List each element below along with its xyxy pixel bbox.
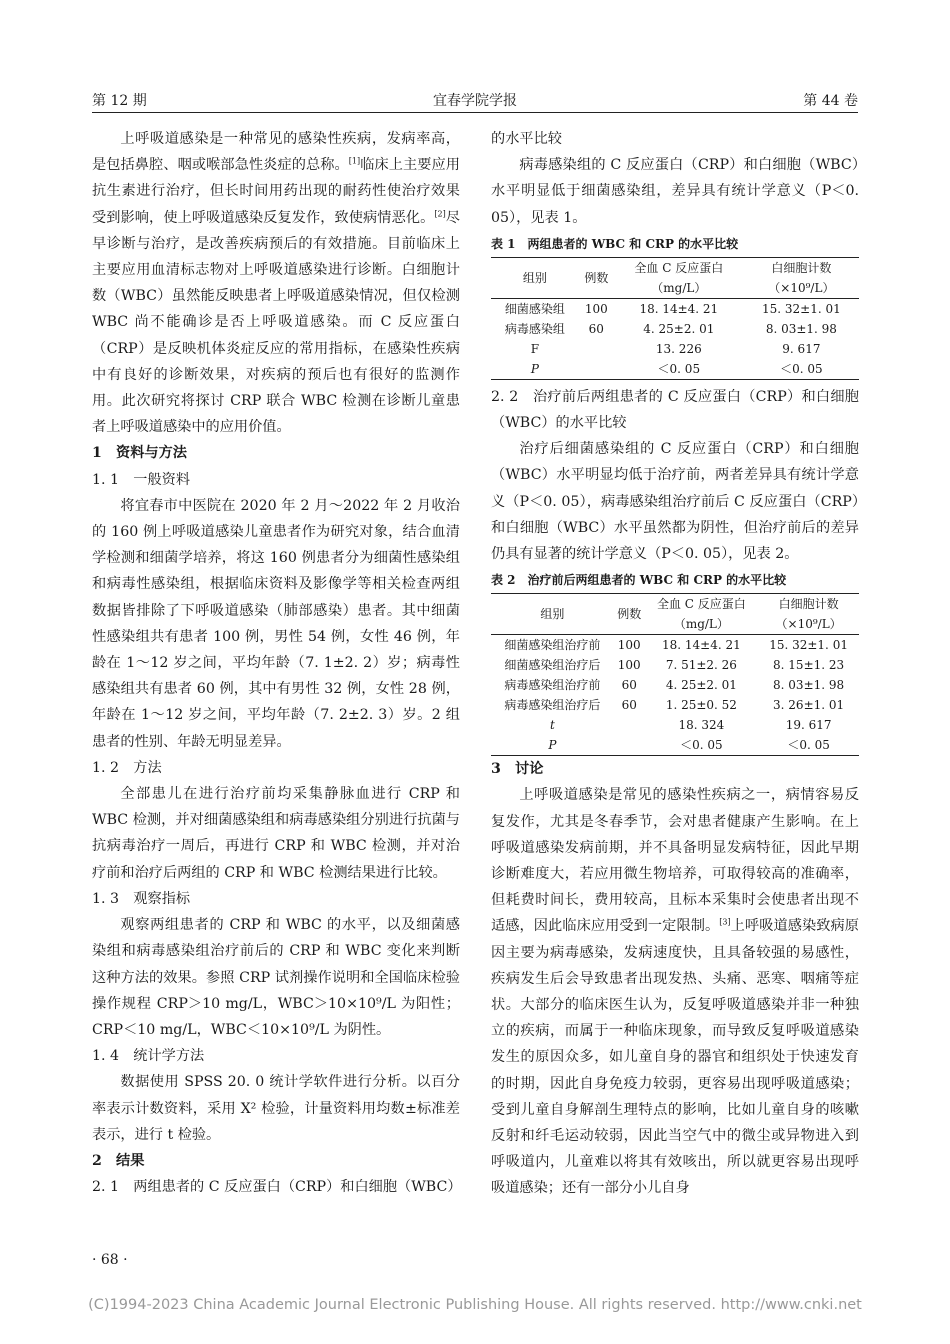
section-heading-1-1: 1. 1 一般资料	[92, 471, 191, 488]
section-heading-2-1-continued: 的水平比较	[491, 131, 562, 147]
journal-name: 宜春学院学报	[433, 93, 517, 109]
copyright-footer: (C)1994-2023 China Academic Journal Electronic Publishing House. All rights reserved. http://www.cnki.net	[88, 1297, 862, 1313]
table-2-header-wbc: 白细胞计数	[778, 597, 839, 612]
paragraph-methods: 全部患儿在进行治疗前均采集静脉血进行 CRP 和 WBC 检测，并对细菌感染组和病毒感染组分别进行抗菌与抗病毒治疗一周后，再进行 CRP 和 WBC 检测，并对治疗前和治疗后两组的 CRP 和 WBC 检测结果进行比较。	[92, 786, 460, 881]
table-row: 病毒感染组治疗后 60 1. 25±0. 52 3. 26±1. 01	[504, 698, 845, 713]
table-row: P ＜0. 05 ＜0. 05	[530, 361, 823, 376]
table-1-header-crp: 全血 C 反应蛋白	[634, 260, 724, 275]
citation-2[interactable]: [2]	[434, 208, 446, 218]
table-2-header-crp-unit: （mg/L）	[645, 614, 759, 635]
table-1	[491, 257, 859, 380]
table-2-header-group: 组别	[491, 594, 614, 635]
paragraph-indicators: 观察两组患者的 CRP 和 WBC 的水平，以及细菌感染组和病毒感染组治疗前后的 CRP 和 WBC 变化来判断这种方法的效果。参照 CRP 试剂操作说明和全国临床检验操作规程 CRP＞10 mg/L，WBC＞10×10⁹/L 为阳性；CRP＜10 mg/L，WBC＜10×10⁹/L 为阴性。	[92, 917, 460, 1038]
table-row: 细菌感染组治疗后 100 7. 51±2. 26 8. 15±1. 23	[504, 658, 845, 673]
paragraph-general-data: 将宜春市中医院在 2020 年 2 月～2022 年 2 月收治的 160 例上呼吸道感染儿童患者作为研究对象，结合血清学检测和细菌学培养，将这 160 例患者分为细菌性感染组和病毒性感染组，根据临床资料及影像学等相关检查两组数据皆排除了下呼吸道感染（肺部感染）患者。其中细菌性感染组共有患者 100 例，男性 54 例，女性 46 例，年龄在 1～12 岁之间，平均年龄（7. 1±2. 2）岁；病毒性感染组共有患者 60 例，其中有男性 32 例，女性 28 例，年龄在 1～12 岁之间，平均年龄（7. 2±2. 3）岁。2 组患者的性别、年龄无明显差异。	[92, 497, 460, 750]
left-column	[92, 126, 460, 1200]
table-row: 细菌感染组治疗前 100 18. 14±4. 21 15. 32±1. 01	[504, 638, 848, 653]
table-1-header-n: 例数	[579, 257, 614, 298]
table-2-caption: 表 2 治疗前后两组患者的 WBC 和 CRP 的水平比较	[491, 573, 787, 588]
section-heading-1-2: 1. 2 方法	[92, 759, 162, 776]
table-row: 病毒感染组治疗前 60 4. 25±2. 01 8. 03±1. 98	[504, 678, 845, 693]
table-2-header-wbc-unit: （×10⁹/L）	[758, 614, 859, 635]
section-heading-1-3: 1. 3 观察指标	[92, 890, 191, 907]
table-2	[491, 593, 859, 756]
page-number: · 68 ·	[92, 1252, 128, 1268]
table-2-header-crp: 全血 C 反应蛋白	[656, 597, 746, 612]
section-heading-2-2: 2. 2 治疗前后两组患者的 C 反应蛋白（CRP）和白细胞（WBC）的水平比较	[491, 388, 859, 432]
section-heading-2-1: 2. 1 两组患者的 C 反应蛋白（CRP）和白细胞（WBC）	[92, 1179, 462, 1196]
table-row: t 18. 324 19. 617	[550, 718, 832, 733]
section-heading-3: 3 讨论	[491, 761, 544, 778]
citation-1[interactable]: [1]	[348, 156, 361, 166]
issue-number: 第 12 期	[92, 93, 147, 109]
section-heading-1: 1 资料与方法	[92, 445, 187, 462]
running-header	[92, 88, 858, 113]
table-1-header-group: 组别	[491, 257, 579, 298]
paragraph-statistics: 数据使用 SPSS 20. 0 统计学软件进行分析。以百分率表示计数资料，采用 X² 检验，计量资料用均数±标准差表示，进行 t 检验。	[92, 1074, 460, 1143]
table-row: P ＜0. 05 ＜0. 05	[548, 738, 830, 753]
table-row: F 13. 226 9. 617	[530, 341, 821, 356]
table-row: 病毒感染组 60 4. 25±2. 01 8. 03±1. 98	[504, 321, 837, 336]
paragraph-results-2: 治疗后细菌感染组的 C 反应蛋白（CRP）和白细胞（WBC）水平明显均低于治疗前，两者差异具有统计学意义（P＜0. 05），病毒感染组治疗前后 C 反应蛋白（CRP）和白细胞（WBC）水平虽然都为阴性，但治疗前后的差异仍具有显著的统计学意义（P＜0. 05），见表 2。	[491, 441, 859, 563]
section-heading-1-4: 1. 4 统计学方法	[92, 1048, 205, 1065]
paragraph-results-1: 病毒感染组的 C 反应蛋白（CRP）和白细胞（WBC）水平明显低于细菌感染组，差异具有统计学意义（P＜0. 05），见表 1。	[491, 157, 859, 226]
citation-3[interactable]: [3]	[719, 917, 731, 927]
intro-paragraph: 上呼吸道感染是一种常见的感染性疾病，发病率高，是包括鼻腔、咽或喉部急性炎症的总称。[1]临床上主要应用抗生素进行治疗，但长时间用药出现的耐药性使治疗效果受到影响，使上呼吸道感染反复发作，致使病情恶化。[2]尽早诊断与治疗，是改善疾病预后的有效措施。目前临床上主要应用血清标志物对上呼吸道感染进行诊断。白细胞计数（WBC）虽然能反映患者上呼吸道感染情况，但仅检测 WBC 尚不能确诊是否上呼吸道感染。而 C 反应蛋白（CRP）是反映机体炎症反应的常用指标，在感染性疾病中有良好的诊断效果，对疾病的预后也有很好的监测作用。此次研究将探讨 CRP 联合 WBC 检测在诊断儿童患者上呼吸道感染中的应用价值。	[92, 131, 460, 436]
table-1-caption: 表 1 两组患者的 WBC 和 CRP 的水平比较	[491, 236, 739, 251]
right-column	[491, 126, 859, 1202]
table-row: 细菌感染组 100 18. 14±4. 21 15. 32±1. 01	[504, 301, 841, 316]
table-1-header-crp-unit: （mg/L）	[614, 278, 744, 299]
volume-number: 第 44 卷	[803, 93, 858, 109]
paragraph-discussion: 上呼吸道感染是常见的感染性疾病之一，病情容易反复发作，尤其是冬春季节，会对患者健康产生影响。在上呼吸道感染发病前期，并不具备明显发病特征，因此早期诊断难度大，若应用微生物培养，可取得较高的准确率，但耗费时间长，费用较高，且标本采集时会使患者出现不适感，因此临床应用受到一定限制。[3]上呼吸道感染致病原因主要为病毒感染，发病速度快，且具备较强的易感性，疾病发生后会导致患者出现发热、头痛、恶寒、咽痛等症状。大部分的临床医生认为，反复呼吸道感染并非一种独立的疾病，而属于一种临床现象，而导致反复呼吸道感染发生的原因众多，如儿童自身的器官和组织处于快速发育的时期，因此自身免疫力较弱，更容易出现呼吸道感染；受到儿童自身解剖生理特点的影响，比如儿童自身的咳嗽反射和纤毛运动较弱，因此当空气中的微尘或异物进入到呼吸道内，儿童难以将其有效咳出，所以就更容易出现呼吸道感染；还有一部分小儿自身	[491, 787, 859, 1197]
table-1-header-wbc-unit: （×10⁹/L）	[744, 278, 859, 299]
table-2-header-n: 例数	[614, 594, 645, 635]
table-1-header-wbc: 白细胞计数	[771, 260, 832, 275]
section-heading-2: 2 结果	[92, 1152, 145, 1169]
